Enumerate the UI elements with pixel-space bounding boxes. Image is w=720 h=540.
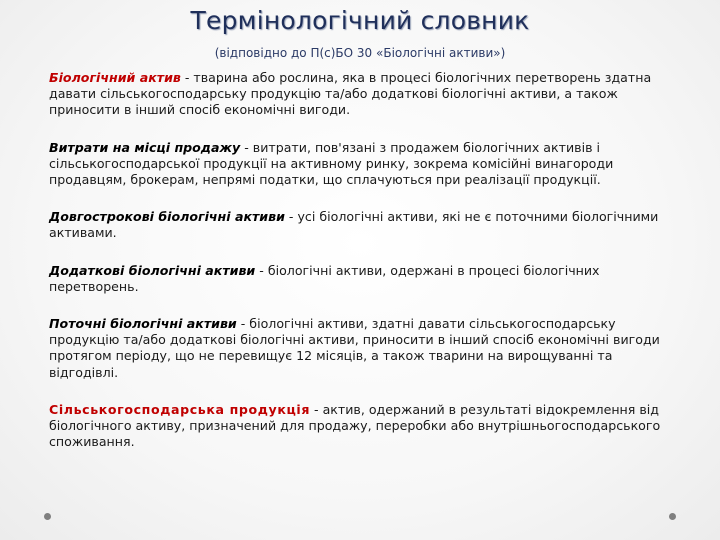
glossary-entry-costs-to-sell [49,140,685,189]
glossary-entry-biological-asset [49,70,685,119]
glossary-entry-current-assets [49,316,685,381]
glossary-entry-agricultural-produce [49,402,685,451]
glossary-definition: - тварина або рослина, яка в процесі біологічних перетворень здатна давати сільськогосподарську продукцію та/або додаткові біологічні активи, а також приносити в інший спосіб економічні вигоди. [49,70,652,118]
glossary-term: Довгострокові біологічні активи [49,209,285,225]
page-subtitle: (відповідно до П(с)БО 30 «Біологічні активи») [214,46,506,60]
glossary-definition: - усі біологічні активи, які не є поточними біологічними активами. [49,209,659,241]
slide-dot-right-icon [669,513,676,520]
page-title: Термінологічний словник [190,6,530,35]
glossary-definition: - витрати, пов'язані з продажем біологічних активів і сільськогосподарської продукції на активному ринку, зокрема комісійні винагороди продавцям, брокерам, непрямі податки, що сплачуються при реалізації продукції. [49,139,614,188]
slide-dot-left-icon [44,513,51,520]
glossary-entry-long-term-assets [49,209,685,241]
glossary-definition: - біологічні активи, одержані в процесі біологічних перетворень. [49,262,600,294]
glossary-term: Витрати на місці продажу [49,139,241,155]
glossary-entry-additional-assets [49,263,685,295]
glossary [49,70,685,471]
glossary-definition: - актив, одержаний в результаті відокремлення від біологічного активу, призначений для продажу, переробки або внутрішньогосподарського споживання. [49,401,661,450]
glossary-term: Сільськогосподарська продукція [49,401,311,417]
glossary-term: Додаткові біологічні активи [49,262,256,278]
glossary-term: Біологічний актив [49,70,181,85]
glossary-definition: - біологічні активи, здатні давати сільськогосподарську продукцію та/або додаткові біологічні активи, приносити в інший спосіб економічні вигоди протягом періоду, що не перевищує 12 місяців, а також тварини на вирощуванні та відгодівлі. [49,316,660,380]
glossary-term: Поточні біологічні активи [49,316,237,332]
